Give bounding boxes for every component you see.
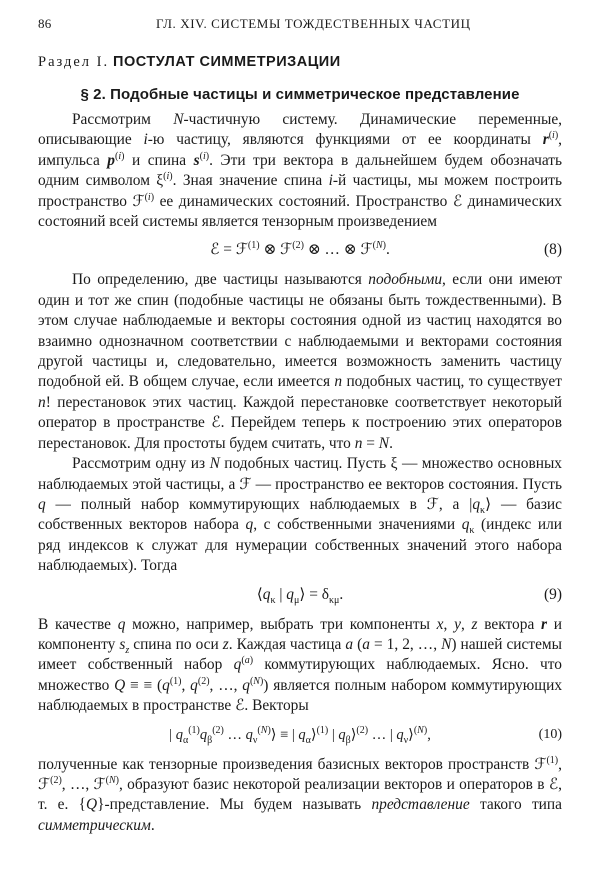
equation-10 — [38, 721, 562, 749]
page-number: 86 — [38, 16, 52, 31]
paragraph-5: полученные как тензорные произведения базисных векторов пространств ℱ$^{(1)}$, ℱ$^{(2)}$, …, ℱ$^{(N)}$, образуют базис некоторой реализации векторов и операторов в ℰ, т. е. {Q}-представление. Мы будем называть представление такого типа симметрическим. — [38, 754, 562, 834]
paragraph-title: § 2. Подобные частицы и симметрическое представление — [80, 86, 520, 103]
section-title: ПОСТУЛАТ СИММЕТРИЗАЦИИ — [113, 54, 341, 70]
section-heading — [38, 54, 562, 71]
equation-8 — [38, 236, 562, 264]
equation-8-expression: ℰ = ℱ$^{(1)}$ ⊗ ℱ$^{(2)}$ ⊗ … ⊗ ℱ$^{(N)}$. — [210, 240, 390, 259]
paragraph-3: Рассмотрим одну из N подобных частиц. Пусть ξ — множество основных наблюдаемых этой частицы, а ℱ — пространство ее векторов состояния. Пусть q — полный набор коммутирующих наблюдаемых в ℱ, а $|q_\kappa⟩$ — базис собственных векторов набора q, с собственными значениями $q_\kappa$ (индекс или ряд индексов κ служат для нумерации собственных значений этого набора наблюдаемых). Тогда — [38, 455, 562, 575]
equation-9 — [38, 581, 562, 609]
section-label: Раздел I. — [38, 54, 110, 70]
page — [38, 16, 562, 836]
paragraph-1: Рассмотрим N-частичную систему. Динамические переменные, описывающие i-ю частицу, являются функциями от ее координаты $r^{(i)}$, импульса $p^{(i)}$ и спина $s^{(i)}$. Эти три вектора в дальнейшем будем обозначать одним символом $\xi^{(i)}$. Зная значение спина i-й частицы, мы можем построить пространство ℱ$^{(i)}$ ее динамических состояний. Пространство ℰ динамических состояний всей системы является тензорным произведением — [38, 111, 563, 231]
equation-9-expression: $⟨q_\kappa$ | $q_\mu⟩ = \delta_{\kappa\mu}$. — [256, 585, 344, 606]
paragraph-2: По определению, две частицы называются подобными, если они имеют один и тот же спин (подобные частицы не обязаны быть тождественными). В этом случае наблюдаемые и векторы состояния одной из частиц находятся во взаимно однозначном соответствии с наблюдаемыми и векторами состояния другой частицы и, следовательно, имеется возможность заменить частицу подобной ей. В общем случае, если имеется n подобных частиц, то существует n! перестановок этих частиц. Каждой перестановке соответствует некоторый оператор в пространстве ℰ. Перейдем теперь к построению этих операторов перестановок. Для простоты будем считать, что n = N. — [38, 271, 562, 452]
equation-8-number: (8) — [544, 241, 562, 259]
chapter-title: ГЛ. XIV. СИСТЕМЫ ТОЖДЕСТВЕННЫХ ЧАСТИЦ — [156, 16, 471, 31]
equation-10-expression: | $q_\alpha^{(1)}q_\beta^{(2)}$ … $q_\nu^{(N)}⟩$ ≡ | $q_\alpha⟩^{(1)}$ | $q_\beta⟩^{(2)}$ … | $q_\nu⟩^{(N)}$, — [169, 724, 431, 746]
equation-9-number: (9) — [544, 585, 562, 603]
paragraph-4: В качестве q можно, например, выбрать три компоненты x, y, z вектора r и компоненту $s_z$ спина по оси z. Каждая частица a (a = 1, 2, …, N) нашей системы имеет собственный набор $q^{(a)}$ коммутирующих наблюдаемых. Ясно. что множество Q ≡ ≡ ($q^{(1)}$, $q^{(2)}$, …, $q^{(N)}$) является полным набором коммутирующих наблюдаемых в пространстве ℰ. Векторы — [38, 615, 563, 715]
equation-10-number: (10) — [538, 726, 562, 742]
running-head — [38, 16, 562, 38]
